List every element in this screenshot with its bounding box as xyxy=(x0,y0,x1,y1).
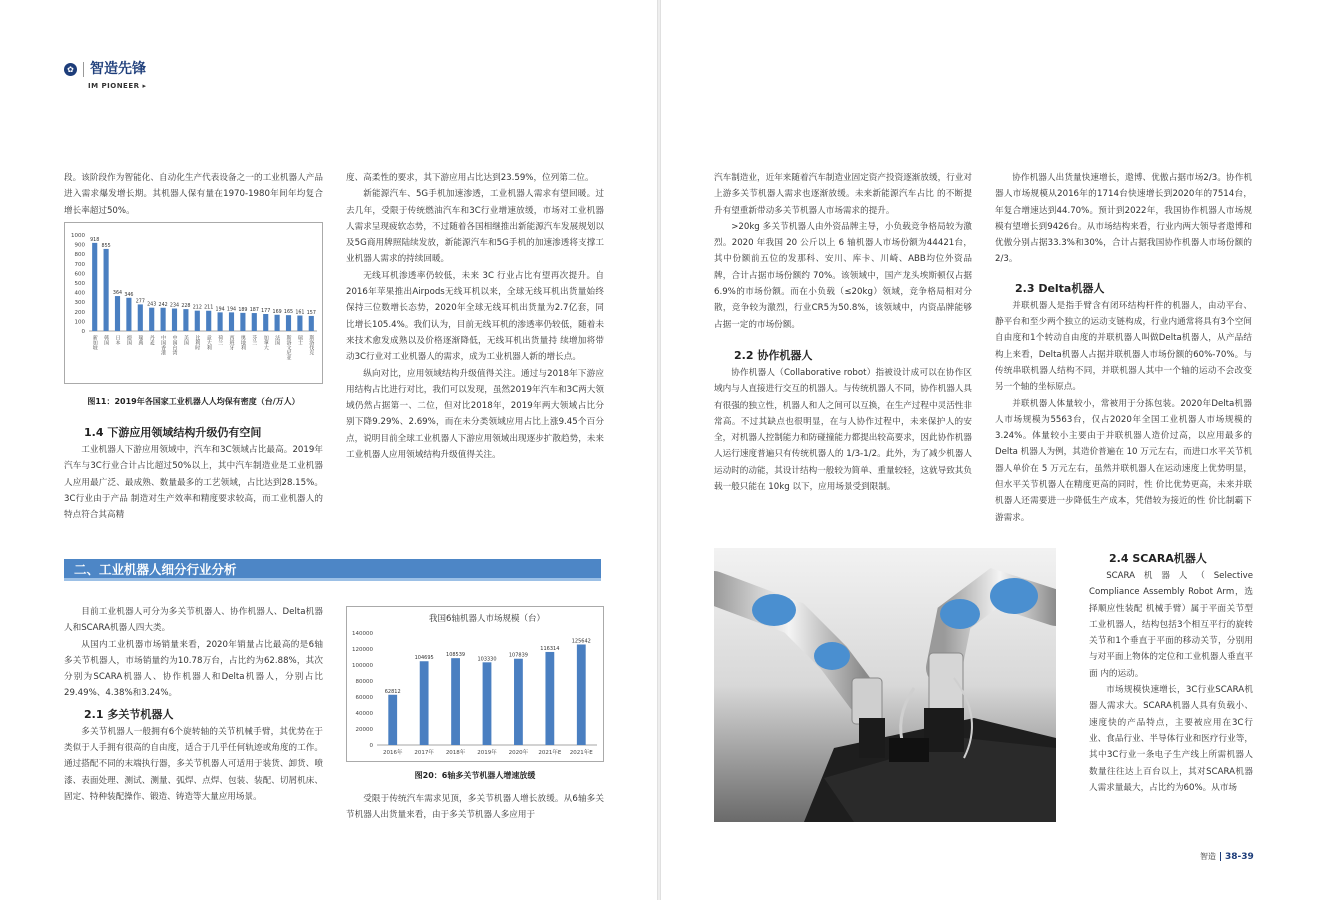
data-label: 855 xyxy=(101,243,111,249)
bar xyxy=(263,314,268,331)
density-bar-chart xyxy=(65,223,322,383)
data-label: 107839 xyxy=(508,652,528,659)
bar xyxy=(297,316,302,331)
paragraph: 新能源汽车、5G手机加速渗透，工业机器人需求有望回暖。过去几年，受限于传统燃油汽车和3C行业增速放缓，市场对工业机器人需求呈现疲软态势，不过随着各国相继推出新能源汽车发展规划以及5G商用牌照陆续发放，新能源汽车和5G手机的加速渗透将支撑工业机器人需求的持续回暖。 xyxy=(346,189,604,265)
paragraph: 纵向对比，应用领域结构升级值得关注。通过与2018年下游应用结构占比进行对比，我们可以发现，虽然2019年汽车和3C两大领域仍然占据第一、二位，但对比2018年，2019年两大领域占比分别下降9.29%、2.69%，而在未分类领域应用占比上涨9.45个百分点，说明目前全球工业机器人下游应用领域出现逐步扩散趋势，未来工业机器人应用领域结构升级值得关注。 xyxy=(346,368,604,461)
y-tick-label: 500 xyxy=(74,281,85,287)
x-tick-label: 奥地利 xyxy=(239,335,246,350)
brand-name-en: IM PIONEER ▸ xyxy=(88,82,147,90)
paragraph: >20kg 多关节机器人由外资品牌主导，小负载竞争格局较为激烈。2020 年我国 20 公斤以上 6 轴机器人市场份额为44421台，其中份额前五位的发那科、安川、库卡、川崎、ABB均位外资品牌，合计占据市场份额约 70%。该领域中，国产龙头埃斯顿仅占据 6.9%的市场份额。而在小负载（≤20kg）领域，竞争格局相对分散，竞争较为激烈，行业CR5为50.8%，该领域中，内资品牌能够占据一定的市场份额。 xyxy=(714,221,972,330)
x-tick-label: 2021年E xyxy=(538,750,562,756)
left-col2-bottom xyxy=(346,791,604,824)
y-tick-label: 600 xyxy=(74,271,85,278)
x-tick-label: 丹麦 xyxy=(148,335,155,345)
gear-icon: ✿ xyxy=(64,63,77,76)
footer-label: 智造 xyxy=(1200,852,1216,861)
bar xyxy=(229,312,234,331)
data-label: 346 xyxy=(124,292,134,298)
x-tick-label: 芬兰 xyxy=(251,335,258,345)
left-col1-mid xyxy=(64,420,323,523)
x-tick-label: 新加坡 xyxy=(91,335,98,350)
bar xyxy=(252,313,257,331)
data-label: 157 xyxy=(306,310,316,316)
data-label: 364 xyxy=(112,291,123,297)
x-tick-label: 意大利 xyxy=(205,335,212,350)
x-tick-label: 2019年 xyxy=(477,750,497,756)
x-tick-label: 西班牙 xyxy=(228,335,235,350)
data-label: 177 xyxy=(261,309,271,315)
x-tick-label: 日本 xyxy=(114,335,121,345)
chart-title: 我国6轴机器人市场规模（台） xyxy=(429,614,545,624)
robot-arms-photo xyxy=(714,548,1056,822)
bar xyxy=(420,661,429,745)
paragraph: 汽车制造业，近年来随着汽车制造业固定资产投资逐渐放缓，行业对上游多关节机器人需求也逐渐放缓。未来新能源汽车占比 的不断提升有望重新带动多关节机器人市场需求的提升。 xyxy=(714,173,972,216)
paragraph: 度、高柔性的要求，其下游应用占比达到23.59%，位列第二位。 xyxy=(346,173,594,183)
y-tick-label: 0 xyxy=(369,743,373,749)
paragraph: 段。该阶段作为智能化、自动化生产代表设备之一的工业机器人产品进入需求爆发增长期。其机器人保有量在1970-1980年间年均复合增长率超过50%。 xyxy=(64,173,323,216)
bar xyxy=(115,296,120,331)
y-tick-label: 20000 xyxy=(355,727,373,733)
bar xyxy=(161,308,166,331)
y-tick-label: 100000 xyxy=(352,663,373,669)
bar xyxy=(483,662,492,745)
paragraph: 协作机器人出货量快速增长，遨博、优傲占据市场2/3。协作机器人市场规模从2016年的1714台快速增长到2020年的7514台，年复合增速达到44.70%。预计到2022年，我国协作机器人市场规模有望增长到9426台。从市场结构来看，行业内两大领导者遨博和优傲分别占据33.3%和30%，合计占据我国协作机器人市场份额的2/3。 xyxy=(995,173,1252,265)
x-tick-label: 2016年 xyxy=(382,750,403,756)
data-label: 169 xyxy=(272,309,282,315)
paragraph: 从国内工业机器市场销量来看，2020年销量占比最高的是6轴多关节机器人，市场销量约为10.78万台，占比约为62.88%，其次分别为SCARA机器人、协作机器人和Delta机器人，分别占比29.49%、4.38%和3.24%。 xyxy=(64,639,323,699)
bar xyxy=(126,298,131,331)
data-label: 103330 xyxy=(477,656,497,663)
data-label: 211 xyxy=(204,305,214,311)
data-label: 125642 xyxy=(571,638,591,645)
bar xyxy=(275,315,280,331)
data-label: 212 xyxy=(192,305,202,311)
bar xyxy=(240,313,245,331)
bar xyxy=(138,304,143,331)
y-tick-label: 80000 xyxy=(355,679,373,685)
bar xyxy=(286,315,291,331)
paragraph: 目前工业机器人可分为多关节机器人、协作机器人、Delta机器人和SCARA机器人四大类。 xyxy=(64,607,323,634)
figure-11-caption: 图11：2019年各国家工业机器人人均保有密度（台/万人） xyxy=(87,397,300,406)
x-tick-label: 荷兰 xyxy=(217,335,224,345)
data-label: 62812 xyxy=(384,688,401,695)
y-tick-label: 0 xyxy=(81,329,85,335)
paragraph: 并联机器人是指手臂含有闭环结构杆件的机器人，由动平台、静平台和至少两个独立的运动支链构成，行业内通常将具有3个空间自由度和1个转动自由度的并联机器人叫做Delta机器人，从产品结构上来看，Delta机器人占据并联机器人市场份额的60%-70%。与传统串联机器人结构不同，并联机器人其中一个轴的运动不会改变另一个轴的坐标原点。 xyxy=(995,300,1252,393)
bar xyxy=(195,311,200,331)
x-tick-label: 美国 xyxy=(182,335,189,345)
figure-20-box xyxy=(346,606,604,762)
y-tick-label: 60000 xyxy=(355,695,373,701)
heading-2-1: 2.1 多关节机器人 xyxy=(84,707,174,721)
data-label: 194 xyxy=(226,307,237,313)
y-tick-label: 40000 xyxy=(355,711,373,717)
data-label: 918 xyxy=(90,237,100,243)
x-tick-label: 加拿大 xyxy=(262,335,269,350)
heading-2-4: 2.4 SCARA机器人 xyxy=(1109,552,1207,565)
right-col2-top xyxy=(995,170,1252,526)
x-tick-label: 2020年 xyxy=(508,750,529,756)
paragraph: 协作机器人（Collaborative robot）指被设计成可以在协作区域内与人直接进行交互的机器人。与传统机器人不同，协作机器人具有很强的独立性，机器人和人之间可以互换，在生产过程中灵活性非常高。不过其缺点也很明显，在与人协作过程中，未来保护人的安全，对机器人控制能力和防碰撞能力都提出较高要求，因此协作机器人运行速度普遍只有传统机器人的 1/3-1/2。此外，为了减少机器人运动时的动能，其设计结构一般较为简单、重量较轻，这就导致其负载一般只能在 10kg 以下，应用场景受到限制。 xyxy=(714,367,972,493)
robot-arms-illustration xyxy=(714,548,1056,822)
y-tick-label: 900 xyxy=(74,242,85,249)
paragraph: SCARA机器人（Selective Compliance Assembly Robot Arm，选择顺应性装配 机械手臂）属于平面关节型工业机器人，结构包括3个相互平行的旋转关节和1个垂直于平面的移动关节，分别用与对平面上物体的定位和工业机器人垂直平面 内的运动。 xyxy=(1089,571,1253,679)
data-label: 108539 xyxy=(446,652,466,659)
bar xyxy=(206,311,211,331)
x-tick-label: 德国 xyxy=(125,335,132,345)
left-page xyxy=(0,0,657,900)
x-tick-label: 法国 xyxy=(274,335,281,345)
heading-1-4: 1.4 下游应用领域结构升级仍有空间 xyxy=(84,426,262,439)
data-label: 116314 xyxy=(540,645,560,652)
data-label: 277 xyxy=(135,299,145,305)
data-label: 228 xyxy=(181,304,191,310)
left-col1-bottom xyxy=(64,604,323,805)
y-tick-label: 1000 xyxy=(71,233,85,239)
right-col1-top xyxy=(714,170,972,495)
x-tick-label: 中国台湾 xyxy=(171,335,178,355)
paragraph: 无线耳机渗透率仍较低，未来 3C 行业占比有望再次提升。自2016年苹果推出Airpods无线耳机以来，全球无线耳机出货量始终保持三位数增长态势，2020年全球无线耳机出货量为2.7亿套，同比增长105.4%。我们认为，目前无线耳机的渗透率仍较低，随着未来技术愈发成熟以及价格逐渐降低，无线耳机出货量持 续增加将带动3C行业对工业机器人的需求，成为工业机器人新的增长点。 xyxy=(346,270,604,363)
paragraph: 市场规模快速增长，3C行业SCARA机器人需求大。SCARA机器人具有负载小、速度快的产品特点，主要被应用在3C行业、食品行业、半导体行业和医疗行业等，其中3C行业一条电子生产线上所需机器人数量往往达上百台以上，其对SCARA机器人需求量最大，占比约为60%。从市场 xyxy=(1089,685,1253,793)
bar xyxy=(104,249,109,331)
bar xyxy=(183,309,188,331)
data-label: 187 xyxy=(249,308,259,314)
data-label: 194 xyxy=(215,307,225,313)
paragraph: 多关节机器人一般拥有6个旋转轴的关节机械手臂，其优势在于类似于人手拥有很高的自由度，适合于几乎任何轨迹或角度的工作。通过搭配不同的末端执行器，多关节机器人可适用于装货、卸货、喷漆、表面处理、测试、测量、弧焊、点焊、包装、装配、切屑机床、固定、特种装配操作、锻造、铸造等大量应用场景。 xyxy=(64,726,323,802)
bar xyxy=(218,312,223,331)
bar xyxy=(451,658,460,745)
left-col2-top xyxy=(346,170,604,463)
x-tick-label: 2017年 xyxy=(414,750,434,756)
data-label: 104695 xyxy=(414,655,434,662)
y-tick-label: 140000 xyxy=(352,631,373,637)
data-label: 165 xyxy=(283,310,294,316)
bar xyxy=(172,309,177,331)
heading-2-3: 2.3 Delta机器人 xyxy=(1015,281,1105,295)
y-tick-label: 100 xyxy=(74,319,85,326)
bar xyxy=(577,644,586,745)
x-tick-label: 2021年E xyxy=(569,750,593,756)
y-tick-label: 300 xyxy=(74,300,85,307)
page-number xyxy=(1200,851,1254,862)
data-label: 234 xyxy=(169,303,180,309)
brand-logo xyxy=(64,62,146,77)
figure-11-box xyxy=(64,222,323,384)
footer-page-number: 38-39 xyxy=(1225,851,1254,862)
bar xyxy=(514,659,523,745)
paragraph: 受限于传统汽车需求见顶，多关节机器人增长放缓。从6轴多关节机器人出货量来看，由于多关节机器人多应用于 xyxy=(346,794,604,821)
paragraph: 并联机器人体量较小，常被用于分拣包装。2020年Delta机器人市场规模为5563台，仅占2020年全国工业机器人市场规模的3.24%。体量较小主要由于并联机器人造价过高，以应用最多的 Delta 机器人为例，其造价普遍在 10 万元左右，而进口水平关节机器人单价在 5 万元左右，虽然并联机器人在运动速度上优势明显，但水平关节机器人在精度更高的同时，性 价比优势更高，未来并联机器人还需要进一步降低生产成本，凭借较为接近的性 价比制霸下游需求。 xyxy=(995,398,1252,523)
data-label: 189 xyxy=(238,307,248,313)
footer-divider xyxy=(1220,852,1221,861)
left-col1-top xyxy=(64,170,323,219)
y-tick-label: 700 xyxy=(74,261,85,268)
x-tick-label: 瑞士 xyxy=(296,335,303,345)
y-tick-label: 200 xyxy=(74,309,85,316)
y-tick-label: 120000 xyxy=(352,647,373,653)
brand-name: 智造先锋 xyxy=(83,62,146,77)
x-tick-label: 韩国 xyxy=(103,335,110,345)
bar xyxy=(92,243,97,331)
x-tick-label: 斯洛伐克 xyxy=(308,335,315,355)
heading-2-2: 2.2 协作机器人 xyxy=(734,348,813,362)
x-tick-label: 中国香港 xyxy=(160,335,167,355)
paragraph: 工业机器人下游应用领域中，汽车和3C领域占比最高。2019年汽车与3C行业合计占比超过50%以上，其中汽车制造业是工业机器人应用最广泛、最成熟、数量最多的工艺领域，占比达到28.15%。3C行业由于产品 制造对生产效率和精度要求较高，而工业机器人的特点符合其高精 xyxy=(64,445,323,521)
right-col2-bottom xyxy=(1089,546,1253,796)
y-tick-label: 400 xyxy=(74,290,85,297)
y-tick-label: 800 xyxy=(74,252,85,259)
bar xyxy=(545,652,554,745)
x-tick-label: 斯洛文尼亚 xyxy=(285,335,292,360)
section-title-bar: 二、工业机器人细分行业分析 xyxy=(64,559,601,581)
bar xyxy=(149,308,154,331)
six-axis-bar-chart xyxy=(347,607,603,761)
data-label: 242 xyxy=(158,302,168,308)
bar xyxy=(309,316,314,331)
x-tick-label: 瑞典 xyxy=(137,335,144,345)
x-tick-label: 2018年 xyxy=(445,750,466,756)
x-tick-label: 比利时 xyxy=(194,335,201,350)
data-label: 161 xyxy=(295,310,305,316)
figure-20-caption: 图20：6轴多关节机器人增速放缓 xyxy=(414,771,536,780)
bar xyxy=(388,695,397,745)
data-label: 243 xyxy=(147,302,157,308)
